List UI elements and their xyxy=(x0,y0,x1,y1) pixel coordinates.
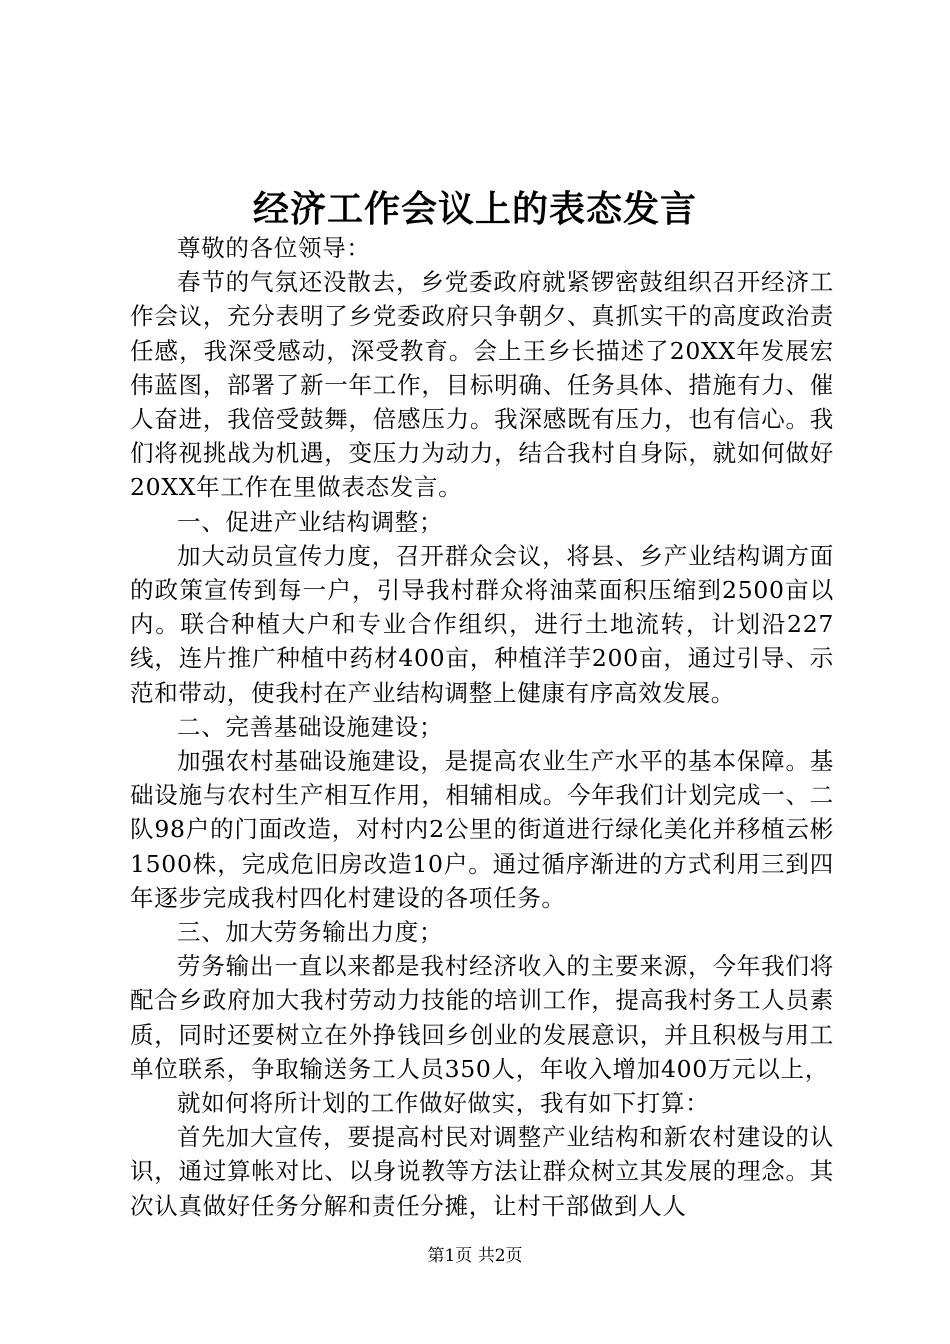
salutation: 尊敬的各位领导： xyxy=(177,234,371,262)
body-paragraph: 就如何将所计划的工作做好做实，我有如下打算： xyxy=(177,1089,710,1118)
body-paragraph: 春节的气氛还没散去，乡党委政府就紧锣密鼓组织召开经济工作会议，充分表明了乡党委政府只争朝夕、真抓实干的高度政治责任感，我深受感动，深受教育。会上王乡长描述了20XX年发展宏伟蓝图，部署了新一年工作，目标明确、任务具体、措施有力、催人奋进，我倍受鼓舞，倍感压力。我深感既有压力，也有信心。我们将视挑战为机遇，变压力为动力，结合我村自身际，就如何做好20XX年工作在里做表态发言。 xyxy=(130,268,834,502)
section-heading: 一、促进产业结构调整； xyxy=(177,507,444,536)
body-paragraph: 加大动员宣传力度，召开群众会议，将县、乡产业结构调方面的政策宣传到每一户，引导我村群众将油菜面积压缩到2500亩以内。联合种植大户和专业合作组织，进行土地流转，计划沿227线，连片推广种植中药材400亩，种植洋芋200亩，通过引导、示范和带动，使我村在产业结构调整上健康有序高效发展。 xyxy=(130,541,834,707)
page-footer: 第1页 共2页 xyxy=(427,1246,523,1266)
section-heading: 三、加大劳务输出力度； xyxy=(177,918,444,947)
document-body xyxy=(130,231,834,1223)
body-paragraph: 加强农村基础设施建设，是提高农业生产水平的基本保障。基础设施与农村生产相互作用，相辅相成。今年我们计划完成一、二队98户的门面改造，对村内2公里的街道进行绿化美化并移植云彬1500株，完成危旧房改造10户。通过循序渐进的方式利用三到四年逐步完成我村四化村建设的各项任务。 xyxy=(130,747,834,912)
section-heading: 二、完善基础设施建设； xyxy=(177,712,444,741)
document-title: 经济工作会议上的表态发言 xyxy=(252,188,697,230)
body-paragraph: 首先加大宣传，要提高村民对调整产业结构和新农村建设的认识，通过算帐对比、以身说教等方法让群众树立其发展的理念。其次认真做好任务分解和责任分摊，让村干部做到人人 xyxy=(130,1123,834,1220)
body-paragraph: 劳务输出一直以来都是我村经济收入的主要来源，今年我们将配合乡政府加大我村劳动力技能的培训工作，提高我村务工人员素质，同时还要树立在外挣钱回乡创业的发展意识，并且积极与用工单位联系，争取输送务工人员350人，年收入增加400万元以上， xyxy=(130,952,834,1083)
